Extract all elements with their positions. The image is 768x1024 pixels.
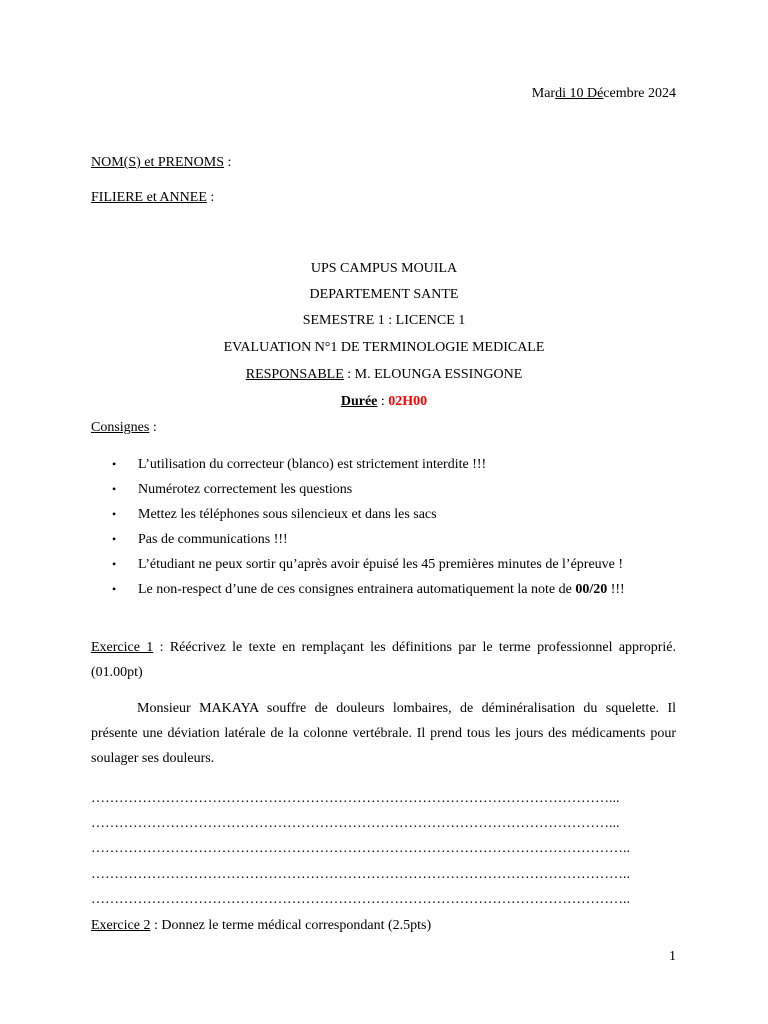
bullet-icon: • — [112, 457, 117, 471]
list-item — [112, 527, 692, 552]
consigne-tail: !!! — [607, 582, 625, 597]
answer-line: …………………………………………………………………………………………………….. — [91, 892, 630, 907]
exercice2-instruction — [91, 918, 431, 934]
department-title: DEPARTEMENT SANTE — [309, 287, 459, 302]
duree-label: Durée — [340, 394, 378, 409]
responsable-label: RESPONSABLE — [245, 367, 344, 382]
consigne-text: Mettez les téléphones sous silencieux et dans les sacs — [138, 507, 437, 522]
exercice2-label: Exercice 2 — [91, 918, 151, 933]
exam-title: EVALUATION N°1 DE TERMINOLOGIE MEDICALE — [223, 340, 545, 355]
filiere-field-colon: : — [206, 190, 215, 205]
exercice1-label: Exercice 1 — [91, 640, 154, 655]
exercice2-instruction-text: : Donnez le terme médical correspondant (2.5pts) — [150, 918, 432, 933]
exercice1-instruction-text: : Réécrivez le texte en remplaçant les définitions par le terme professionnel approprié. (01.00pt) — [91, 640, 676, 680]
duree-value: 02H00 — [388, 394, 428, 409]
consignes-list — [112, 452, 692, 602]
failing-grade: 00/20 — [575, 582, 608, 597]
exercice1-instruction — [91, 635, 676, 685]
list-item — [112, 477, 692, 502]
list-item — [112, 577, 692, 602]
bullet-icon: • — [112, 532, 117, 546]
consigne-text: L’utilisation du correcteur (blanco) est strictement interdite !!! — [138, 457, 487, 472]
exercice1-text: Monsieur MAKAYA souffre de douleurs lombaires, de déminéralisation du squelette. Il présente une déviation latérale de la colonne vertébrale. Il prend tous les jours des médicaments pour soulager ses douleurs. — [91, 701, 676, 766]
answer-line: …………………………………………………………………………………………………... — [91, 791, 620, 806]
consigne-text: Pas de communications !!! — [138, 532, 288, 547]
responsable-line — [0, 367, 768, 383]
consigne-text: Le non-respect d’une de ces consignes entrainera automatiquement la note de — [138, 582, 576, 597]
list-item — [112, 552, 692, 577]
list-item — [112, 452, 692, 477]
exam-date — [532, 86, 676, 102]
list-item — [112, 502, 692, 527]
bullet-icon: • — [112, 557, 117, 571]
date-part-1: Mar — [531, 86, 556, 101]
consignes-heading — [91, 420, 157, 436]
answer-line: …………………………………………………………………………………………………….. — [91, 867, 630, 882]
consigne-text: Numérotez correctement les questions — [138, 482, 353, 497]
bullet-icon: • — [112, 507, 117, 521]
answer-line: …………………………………………………………………………………………………….. — [91, 841, 630, 856]
name-field — [91, 155, 231, 171]
consignes-label: Consignes — [91, 420, 150, 435]
consigne-text: L’étudiant ne peux sortir qu’après avoir épuisé les 45 premières minutes de l’épreuve ! — [138, 557, 624, 572]
answer-line: …………………………………………………………………………………………………... — [91, 816, 620, 831]
bullet-icon: • — [112, 582, 117, 596]
consignes-colon: : — [149, 420, 157, 435]
page-number: 1 — [669, 949, 676, 964]
date-part-2: di 10 Dé — [555, 86, 604, 101]
duree-line — [0, 394, 768, 410]
name-field-label: NOM(S) et PRENOMS — [91, 155, 225, 170]
date-part-3: cembre 2024 — [603, 86, 676, 101]
bullet-icon: • — [112, 482, 117, 496]
name-field-colon: : — [224, 155, 232, 170]
filiere-field-label: FILIERE et ANNEE — [91, 190, 207, 205]
institution-title: UPS CAMPUS MOUILA — [310, 261, 458, 276]
filiere-field — [91, 190, 214, 206]
semester-title: SEMESTRE 1 : LICENCE 1 — [302, 313, 466, 328]
duree-sep: : — [377, 394, 389, 409]
responsable-value: : M. ELOUNGA ESSINGONE — [343, 367, 523, 382]
